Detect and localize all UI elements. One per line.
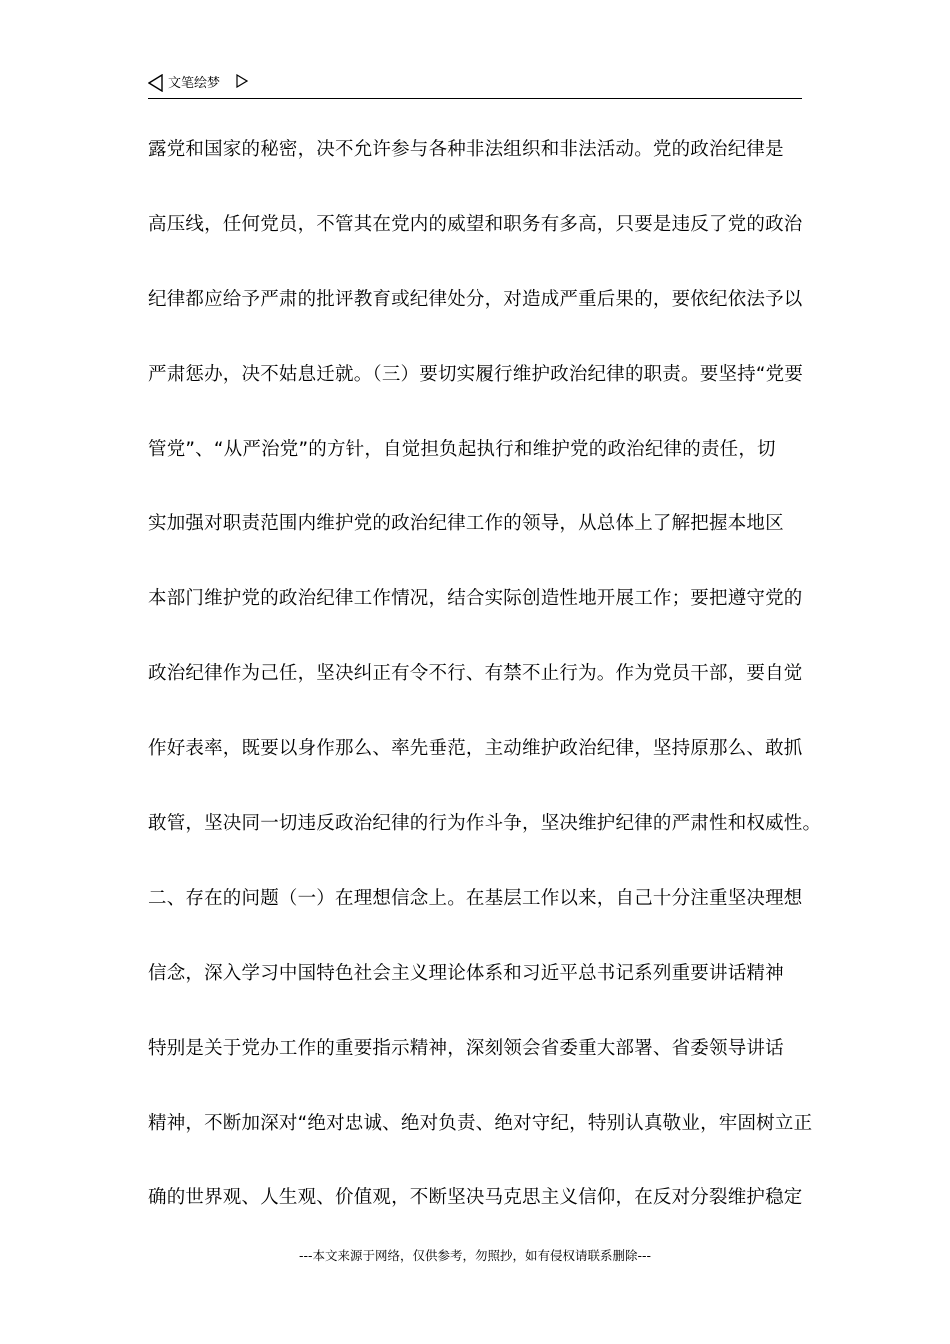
body-line: 本部门维护党的政治纪律工作情况，结合实际创造性地开展工作；要把遵守党的 xyxy=(148,588,803,610)
document-body xyxy=(148,131,822,1254)
body-line: 敢管，坚决同一切违反政治纪律的行为作斗争，坚决维护纪律的严肃性和权威性。 xyxy=(148,813,822,835)
body-line: 实加强对职责范围内维护党的政治纪律工作的领导，从总体上了解把握本地区 xyxy=(148,513,784,535)
body-line: 高压线，任何党员，不管其在党内的威望和职务有多高，只要是违反了党的政治 xyxy=(148,213,803,235)
body-line: 二、存在的问题（一）在理想信念上。在基层工作以来，自己十分注重坚决理想 xyxy=(148,887,803,909)
header-title: 文笔绘梦 xyxy=(168,76,221,91)
body-line: 严肃惩办，决不姑息迁就。（三）要切实履行维护政治纪律的职责。要坚持“党要 xyxy=(148,363,804,385)
body-line: 特别是关于党办工作的重要指示精神，深刻领会省委重大部署、省委领导讲话 xyxy=(148,1037,784,1059)
body-line: 精神，不断加深对“绝对忠诚、绝对负责、绝对守纪，特别认真敬业，牢固树立正 xyxy=(148,1112,813,1134)
body-line: 信念，深入学习中国特色社会主义理论体系和习近平总书记系列重要讲话精神 xyxy=(148,962,784,984)
left-triangle-icon xyxy=(148,74,164,92)
right-triangle-icon xyxy=(236,74,248,88)
body-line: 露党和国家的秘密，决不允许参与各种非法组织和非法活动。党的政治纪律是 xyxy=(148,139,784,160)
body-line: 作好表率，既要以身作那么、率先垂范，主动维护政治纪律，坚持原那么、敢抓 xyxy=(148,738,803,760)
body-line: 政治纪律作为己任，坚决纠正有令不行、有禁不止行为。作为党员干部，要自觉 xyxy=(148,663,803,685)
body-line: 管党”、“从严治党”的方针，自觉担负起执行和维护党的政治纪律的责任，切 xyxy=(148,438,776,460)
body-line: 纪律都应给予严肃的批评教育或纪律处分，对造成严重后果的，要依纪依法予以 xyxy=(148,288,803,310)
footer-notice: ---本文来源于网络，仅供参考，勿照抄，如有侵权请联系删除--- xyxy=(298,1248,652,1263)
body-line: 确的世界观、人生观、价值观，不断坚决马克思主义信仰，在反对分裂维护稳定 xyxy=(148,1187,803,1209)
page-header xyxy=(148,74,802,99)
